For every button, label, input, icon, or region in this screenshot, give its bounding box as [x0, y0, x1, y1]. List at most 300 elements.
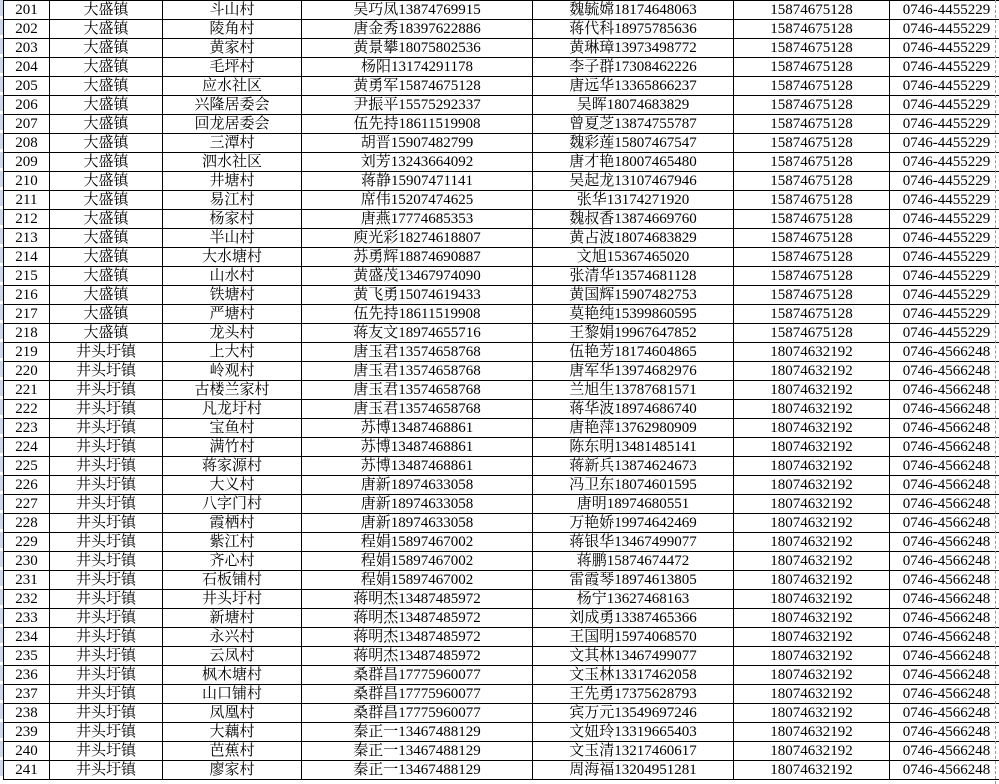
secondary-contact-cell[interactable]: 黄国辉15907482753: [533, 286, 734, 305]
town-cell[interactable]: 井头圩镇: [50, 419, 163, 438]
office-tel-cell[interactable]: 0746-4566248: [890, 438, 999, 457]
row-number-cell[interactable]: 216: [4, 286, 50, 305]
town-cell[interactable]: 大盛镇: [50, 20, 163, 39]
secondary-contact-cell[interactable]: 莫艳纯15399860595: [533, 305, 734, 324]
village-cell[interactable]: 三潭村: [163, 134, 302, 153]
village-cell[interactable]: 宝鱼村: [163, 419, 302, 438]
village-cell[interactable]: 八字门村: [163, 495, 302, 514]
primary-contact-cell[interactable]: 苏博13487468861: [302, 457, 533, 476]
secondary-contact-cell[interactable]: 蒋代科18975785636: [533, 20, 734, 39]
row-number-cell[interactable]: 204: [4, 58, 50, 77]
primary-contact-cell[interactable]: 唐玉君13574658768: [302, 381, 533, 400]
office-tel-cell[interactable]: 0746-4566248: [890, 628, 999, 647]
table-row: [4, 476, 999, 495]
row-number-cell[interactable]: 206: [4, 96, 50, 115]
town-phone-cell[interactable]: 15874675128: [734, 286, 890, 305]
secondary-contact-cell[interactable]: 文妞玲13319665403: [533, 723, 734, 742]
town-phone-cell[interactable]: 15874675128: [734, 305, 890, 324]
secondary-contact-cell[interactable]: 蒋华波18974686740: [533, 400, 734, 419]
town-phone-cell[interactable]: 15874675128: [734, 324, 890, 343]
village-cell[interactable]: 斗山村: [163, 1, 302, 20]
secondary-contact-cell[interactable]: 雷霞琴18974613805: [533, 571, 734, 590]
office-tel-cell[interactable]: 0746-4566248: [890, 514, 999, 533]
office-tel-cell[interactable]: 0746-4566248: [890, 362, 999, 381]
secondary-contact-cell[interactable]: 蒋鹏15874674472: [533, 552, 734, 571]
town-phone-cell[interactable]: 15874675128: [734, 210, 890, 229]
town-phone-cell[interactable]: 18074632192: [734, 381, 890, 400]
village-cell[interactable]: 泗水社区: [163, 153, 302, 172]
table-row: [4, 647, 999, 666]
village-cell[interactable]: 凡龙圩村: [163, 400, 302, 419]
town-phone-cell[interactable]: 15874675128: [734, 115, 890, 134]
office-tel-cell[interactable]: 0746-4455229: [890, 153, 999, 172]
secondary-contact-cell[interactable]: 张华13174271920: [533, 191, 734, 210]
town-phone-cell[interactable]: 18074632192: [734, 666, 890, 685]
town-cell[interactable]: 大盛镇: [50, 248, 163, 267]
primary-contact-cell[interactable]: 桑群昌17775960077: [302, 685, 533, 704]
primary-contact-cell[interactable]: 唐金秀18397622886: [302, 20, 533, 39]
town-cell[interactable]: 大盛镇: [50, 134, 163, 153]
row-number-cell[interactable]: 215: [4, 267, 50, 286]
table-row: [4, 609, 999, 628]
village-cell[interactable]: 大义村: [163, 476, 302, 495]
row-number-cell[interactable]: 203: [4, 39, 50, 58]
primary-contact-cell[interactable]: 胡晋15907482799: [302, 134, 533, 153]
secondary-contact-cell[interactable]: 刘成勇13387465366: [533, 609, 734, 628]
office-tel-cell[interactable]: 0746-4455229: [890, 115, 999, 134]
row-number-cell[interactable]: 221: [4, 381, 50, 400]
secondary-contact-cell[interactable]: 唐明18974680551: [533, 495, 734, 514]
town-phone-cell[interactable]: 18074632192: [734, 552, 890, 571]
town-cell[interactable]: 井头圩镇: [50, 571, 163, 590]
secondary-contact-cell[interactable]: 唐军华13974682976: [533, 362, 734, 381]
table-row: [4, 552, 999, 571]
table-row: [4, 381, 999, 400]
village-cell[interactable]: 龙头村: [163, 324, 302, 343]
primary-contact-cell[interactable]: 桑群昌17775960077: [302, 666, 533, 685]
office-tel-cell[interactable]: 0746-4566248: [890, 590, 999, 609]
primary-contact-cell[interactable]: 黄勇军15874675128: [302, 77, 533, 96]
secondary-contact-cell[interactable]: 王先勇17375628793: [533, 685, 734, 704]
office-tel-cell[interactable]: 0746-4566248: [890, 419, 999, 438]
row-number-cell[interactable]: 202: [4, 20, 50, 39]
office-tel-cell[interactable]: 0746-4566248: [890, 400, 999, 419]
table-row: [4, 77, 999, 96]
town-cell[interactable]: 井头圩镇: [50, 381, 163, 400]
secondary-contact-cell[interactable]: 冯卫东18074601595: [533, 476, 734, 495]
primary-contact-cell[interactable]: 刘芳13243664092: [302, 153, 533, 172]
row-number-cell[interactable]: 220: [4, 362, 50, 381]
office-tel-cell[interactable]: 0746-4566248: [890, 457, 999, 476]
town-cell[interactable]: 井头圩镇: [50, 495, 163, 514]
primary-contact-cell[interactable]: 黄景攀18075802536: [302, 39, 533, 58]
town-phone-cell[interactable]: 15874675128: [734, 20, 890, 39]
secondary-contact-cell[interactable]: 蒋新兵13874624673: [533, 457, 734, 476]
office-tel-cell[interactable]: 0746-4455229: [890, 77, 999, 96]
town-phone-cell[interactable]: 18074632192: [734, 609, 890, 628]
primary-contact-cell[interactable]: 唐玉君13574658768: [302, 343, 533, 362]
town-phone-cell[interactable]: 18074632192: [734, 514, 890, 533]
town-phone-cell[interactable]: 18074632192: [734, 761, 890, 780]
secondary-contact-cell[interactable]: 文玉清13217460617: [533, 742, 734, 761]
primary-contact-cell[interactable]: 苏博13487468861: [302, 419, 533, 438]
table-row: [4, 286, 999, 305]
town-cell[interactable]: 大盛镇: [50, 115, 163, 134]
office-tel-cell[interactable]: 0746-4566248: [890, 647, 999, 666]
secondary-contact-cell[interactable]: 文旭15367465020: [533, 248, 734, 267]
town-phone-cell[interactable]: 15874675128: [734, 172, 890, 191]
town-cell[interactable]: 井头圩镇: [50, 742, 163, 761]
town-cell[interactable]: 大盛镇: [50, 96, 163, 115]
primary-contact-cell[interactable]: 唐新18974633058: [302, 495, 533, 514]
village-cell[interactable]: 凤凰村: [163, 704, 302, 723]
village-cell[interactable]: 古楼兰家村: [163, 381, 302, 400]
town-cell[interactable]: 大盛镇: [50, 267, 163, 286]
town-phone-cell[interactable]: 18074632192: [734, 685, 890, 704]
primary-contact-cell[interactable]: 程娟15897467002: [302, 533, 533, 552]
primary-contact-cell[interactable]: 唐玉君13574658768: [302, 400, 533, 419]
village-cell[interactable]: 廖家村: [163, 761, 302, 780]
secondary-contact-cell[interactable]: 吴晖18074683829: [533, 96, 734, 115]
village-cell[interactable]: 陵角村: [163, 20, 302, 39]
office-tel-cell[interactable]: 0746-4455229: [890, 248, 999, 267]
village-cell[interactable]: 大藕村: [163, 723, 302, 742]
row-number-cell[interactable]: 207: [4, 115, 50, 134]
secondary-contact-cell[interactable]: 陈东明13481485141: [533, 438, 734, 457]
primary-contact-cell[interactable]: 秦正一13467488129: [302, 761, 533, 780]
town-phone-cell[interactable]: 15874675128: [734, 134, 890, 153]
table-body: [4, 1, 999, 780]
town-phone-cell[interactable]: 15874675128: [734, 229, 890, 248]
town-phone-cell[interactable]: 15874675128: [734, 96, 890, 115]
row-number-cell[interactable]: 208: [4, 134, 50, 153]
secondary-contact-cell[interactable]: 魏叔香13874669760: [533, 210, 734, 229]
row-number-cell[interactable]: 219: [4, 343, 50, 362]
town-phone-cell[interactable]: 15874675128: [734, 248, 890, 267]
secondary-contact-cell[interactable]: 黄占波18074683829: [533, 229, 734, 248]
town-phone-cell[interactable]: 18074632192: [734, 457, 890, 476]
secondary-contact-cell[interactable]: 唐艳萍13762980909: [533, 419, 734, 438]
town-phone-cell[interactable]: 18074632192: [734, 628, 890, 647]
primary-contact-cell[interactable]: 黄盛茂13467974090: [302, 267, 533, 286]
town-cell[interactable]: 大盛镇: [50, 229, 163, 248]
office-tel-cell[interactable]: 0746-4455229: [890, 286, 999, 305]
row-number-cell[interactable]: 211: [4, 191, 50, 210]
row-number-cell[interactable]: 227: [4, 495, 50, 514]
village-cell[interactable]: 严塘村: [163, 305, 302, 324]
primary-contact-cell[interactable]: 秦正一13467488129: [302, 742, 533, 761]
town-cell[interactable]: 大盛镇: [50, 191, 163, 210]
primary-contact-cell[interactable]: 蒋明杰13487485972: [302, 609, 533, 628]
town-cell[interactable]: 井头圩镇: [50, 514, 163, 533]
row-number-cell[interactable]: 228: [4, 514, 50, 533]
village-cell[interactable]: 大水塘村: [163, 248, 302, 267]
town-cell[interactable]: 大盛镇: [50, 210, 163, 229]
village-cell[interactable]: 石板铺村: [163, 571, 302, 590]
office-tel-cell[interactable]: 0746-4455229: [890, 39, 999, 58]
secondary-contact-cell[interactable]: 杨宁13627468163: [533, 590, 734, 609]
row-number-cell[interactable]: 224: [4, 438, 50, 457]
row-number-cell[interactable]: 210: [4, 172, 50, 191]
primary-contact-cell[interactable]: 黄飞勇15074619433: [302, 286, 533, 305]
town-phone-cell[interactable]: 18074632192: [734, 343, 890, 362]
primary-contact-cell[interactable]: 唐新18974633058: [302, 476, 533, 495]
town-cell[interactable]: 大盛镇: [50, 77, 163, 96]
town-cell[interactable]: 井头圩镇: [50, 666, 163, 685]
town-cell[interactable]: 井头圩镇: [50, 533, 163, 552]
town-phone-cell[interactable]: 15874675128: [734, 39, 890, 58]
secondary-contact-cell[interactable]: 魏毓嫦18174648063: [533, 1, 734, 20]
town-phone-cell[interactable]: 18074632192: [734, 495, 890, 514]
secondary-contact-cell[interactable]: 伍艳芳18174604865: [533, 343, 734, 362]
office-tel-cell[interactable]: 0746-4455229: [890, 20, 999, 39]
table-row: [4, 172, 999, 191]
town-phone-cell[interactable]: 18074632192: [734, 476, 890, 495]
office-tel-cell[interactable]: 0746-4455229: [890, 134, 999, 153]
office-tel-cell[interactable]: 0746-4455229: [890, 58, 999, 77]
town-phone-cell[interactable]: 18074632192: [734, 362, 890, 381]
office-tel-cell[interactable]: 0746-4566248: [890, 723, 999, 742]
village-cell[interactable]: 枫木塘村: [163, 666, 302, 685]
village-cell[interactable]: 山水村: [163, 267, 302, 286]
primary-contact-cell[interactable]: 蒋静15907471141: [302, 172, 533, 191]
office-tel-cell[interactable]: 0746-4455229: [890, 1, 999, 20]
office-tel-cell[interactable]: 0746-4455229: [890, 267, 999, 286]
village-cell[interactable]: 霞栖村: [163, 514, 302, 533]
secondary-contact-cell[interactable]: 兰旭生13787681571: [533, 381, 734, 400]
primary-contact-cell[interactable]: 秦正一13467488129: [302, 723, 533, 742]
village-cell[interactable]: 杨家村: [163, 210, 302, 229]
village-cell[interactable]: 半山村: [163, 229, 302, 248]
village-cell[interactable]: 永兴村: [163, 628, 302, 647]
office-tel-cell[interactable]: 0746-4566248: [890, 685, 999, 704]
secondary-contact-cell[interactable]: 文玉林13317462058: [533, 666, 734, 685]
secondary-contact-cell[interactable]: 蒋银华13467499077: [533, 533, 734, 552]
town-cell[interactable]: 井头圩镇: [50, 590, 163, 609]
town-phone-cell[interactable]: 18074632192: [734, 533, 890, 552]
row-number-cell[interactable]: 213: [4, 229, 50, 248]
town-cell[interactable]: 井头圩镇: [50, 761, 163, 780]
table-row: [4, 96, 999, 115]
secondary-contact-cell[interactable]: 万艳娇19974642469: [533, 514, 734, 533]
village-cell[interactable]: 岭观村: [163, 362, 302, 381]
town-cell[interactable]: 大盛镇: [50, 153, 163, 172]
village-cell[interactable]: 易江村: [163, 191, 302, 210]
office-tel-cell[interactable]: 0746-4455229: [890, 210, 999, 229]
town-cell[interactable]: 大盛镇: [50, 58, 163, 77]
town-cell[interactable]: 井头圩镇: [50, 704, 163, 723]
town-cell[interactable]: 大盛镇: [50, 286, 163, 305]
secondary-contact-cell[interactable]: 黄琳璋13973498772: [533, 39, 734, 58]
village-cell[interactable]: 铁塘村: [163, 286, 302, 305]
primary-contact-cell[interactable]: 唐新18974633058: [302, 514, 533, 533]
secondary-contact-cell[interactable]: 王黎娟19967647852: [533, 324, 734, 343]
office-tel-cell[interactable]: 0746-4566248: [890, 381, 999, 400]
secondary-contact-cell[interactable]: 张清华13574681128: [533, 267, 734, 286]
town-phone-cell[interactable]: 15874675128: [734, 153, 890, 172]
primary-contact-cell[interactable]: 蒋明杰13487485972: [302, 590, 533, 609]
primary-contact-cell[interactable]: 尹振平15575292337: [302, 96, 533, 115]
village-cell[interactable]: 毛坪村: [163, 58, 302, 77]
town-phone-cell[interactable]: 18074632192: [734, 742, 890, 761]
village-cell[interactable]: 回龙居委会: [163, 115, 302, 134]
office-tel-cell[interactable]: 0746-4566248: [890, 666, 999, 685]
village-cell[interactable]: 齐心村: [163, 552, 302, 571]
row-number-cell[interactable]: 240: [4, 742, 50, 761]
town-phone-cell[interactable]: 15874675128: [734, 267, 890, 286]
primary-contact-cell[interactable]: 唐玉君13574658768: [302, 362, 533, 381]
table-row: [4, 742, 999, 761]
primary-contact-cell[interactable]: 伍先持18611519908: [302, 115, 533, 134]
town-phone-cell[interactable]: 18074632192: [734, 647, 890, 666]
row-number-cell[interactable]: 205: [4, 77, 50, 96]
office-tel-cell[interactable]: 0746-4566248: [890, 495, 999, 514]
row-number-cell[interactable]: 232: [4, 590, 50, 609]
office-tel-cell[interactable]: 0746-4455229: [890, 172, 999, 191]
row-number-cell[interactable]: 238: [4, 704, 50, 723]
office-tel-cell[interactable]: 0746-4455229: [890, 229, 999, 248]
primary-contact-cell[interactable]: 蒋明杰13487485972: [302, 628, 533, 647]
town-phone-cell[interactable]: 18074632192: [734, 438, 890, 457]
town-phone-cell[interactable]: 18074632192: [734, 704, 890, 723]
secondary-contact-cell[interactable]: 曾夏芝13874755787: [533, 115, 734, 134]
village-cell[interactable]: 蒋家源村: [163, 457, 302, 476]
town-phone-cell[interactable]: 15874675128: [734, 191, 890, 210]
primary-contact-cell[interactable]: 桑群昌17775960077: [302, 704, 533, 723]
row-number-cell[interactable]: 201: [4, 1, 50, 20]
office-tel-cell[interactable]: 0746-4455229: [890, 191, 999, 210]
village-cell[interactable]: 紫江村: [163, 533, 302, 552]
row-number-cell[interactable]: 217: [4, 305, 50, 324]
office-tel-cell[interactable]: 0746-4566248: [890, 609, 999, 628]
primary-contact-cell[interactable]: 席伟15207474625: [302, 191, 533, 210]
row-number-cell[interactable]: 233: [4, 609, 50, 628]
village-cell[interactable]: 井塘村: [163, 172, 302, 191]
row-number-cell[interactable]: 230: [4, 552, 50, 571]
town-cell[interactable]: 井头圩镇: [50, 400, 163, 419]
town-cell[interactable]: 井头圩镇: [50, 476, 163, 495]
primary-contact-cell[interactable]: 吴巧凤13874769915: [302, 1, 533, 20]
secondary-contact-cell[interactable]: 李子群17308462226: [533, 58, 734, 77]
primary-contact-cell[interactable]: 苏勇辉18874690887: [302, 248, 533, 267]
town-cell[interactable]: 井头圩镇: [50, 628, 163, 647]
row-number-cell[interactable]: 241: [4, 761, 50, 780]
row-number-cell[interactable]: 239: [4, 723, 50, 742]
office-tel-cell[interactable]: 0746-4566248: [890, 742, 999, 761]
village-cell[interactable]: 兴隆居委会: [163, 96, 302, 115]
primary-contact-cell[interactable]: 蒋友文18974655716: [302, 324, 533, 343]
village-cell[interactable]: 满竹村: [163, 438, 302, 457]
primary-contact-cell[interactable]: 蒋明杰13487485972: [302, 647, 533, 666]
office-tel-cell[interactable]: 0746-4566248: [890, 343, 999, 362]
village-cell[interactable]: 山口铺村: [163, 685, 302, 704]
office-tel-cell[interactable]: 0746-4455229: [890, 96, 999, 115]
secondary-contact-cell[interactable]: 王国明15974068570: [533, 628, 734, 647]
town-cell[interactable]: 井头圩镇: [50, 647, 163, 666]
town-cell[interactable]: 大盛镇: [50, 1, 163, 20]
town-phone-cell[interactable]: 15874675128: [734, 58, 890, 77]
town-cell[interactable]: 井头圩镇: [50, 685, 163, 704]
town-cell[interactable]: 井头圩镇: [50, 723, 163, 742]
town-phone-cell[interactable]: 18074632192: [734, 723, 890, 742]
primary-contact-cell[interactable]: 唐燕17774685353: [302, 210, 533, 229]
town-cell[interactable]: 大盛镇: [50, 305, 163, 324]
town-phone-cell[interactable]: 18074632192: [734, 590, 890, 609]
town-cell[interactable]: 井头圩镇: [50, 438, 163, 457]
town-phone-cell[interactable]: 18074632192: [734, 419, 890, 438]
row-number-cell[interactable]: 235: [4, 647, 50, 666]
town-cell[interactable]: 井头圩镇: [50, 457, 163, 476]
office-tel-cell[interactable]: 0746-4566248: [890, 476, 999, 495]
secondary-contact-cell[interactable]: 吴起龙13107467946: [533, 172, 734, 191]
town-phone-cell[interactable]: 18074632192: [734, 571, 890, 590]
village-cell[interactable]: 芭蕉村: [163, 742, 302, 761]
office-tel-cell[interactable]: 0746-4455229: [890, 324, 999, 343]
village-cell[interactable]: 应水社区: [163, 77, 302, 96]
row-number-cell[interactable]: 214: [4, 248, 50, 267]
primary-contact-cell[interactable]: 苏博13487468861: [302, 438, 533, 457]
office-tel-cell[interactable]: 0746-4566248: [890, 571, 999, 590]
village-cell[interactable]: 云凤村: [163, 647, 302, 666]
row-number-cell[interactable]: 218: [4, 324, 50, 343]
primary-contact-cell[interactable]: 程娟15897467002: [302, 552, 533, 571]
primary-contact-cell[interactable]: 伍先持18611519908: [302, 305, 533, 324]
row-number-cell[interactable]: 222: [4, 400, 50, 419]
office-tel-cell[interactable]: 0746-4566248: [890, 533, 999, 552]
secondary-contact-cell[interactable]: 宾万元13549697246: [533, 704, 734, 723]
town-cell[interactable]: 大盛镇: [50, 39, 163, 58]
row-number-cell[interactable]: 209: [4, 153, 50, 172]
secondary-contact-cell[interactable]: 唐远华13365866237: [533, 77, 734, 96]
secondary-contact-cell[interactable]: 唐才艳18007465480: [533, 153, 734, 172]
primary-contact-cell[interactable]: 杨阳13174291178: [302, 58, 533, 77]
table-row: [4, 571, 999, 590]
row-number-cell[interactable]: 225: [4, 457, 50, 476]
town-cell[interactable]: 井头圩镇: [50, 343, 163, 362]
village-cell[interactable]: 新塘村: [163, 609, 302, 628]
secondary-contact-cell[interactable]: 文其林13467499077: [533, 647, 734, 666]
primary-contact-cell[interactable]: 程娟15897467002: [302, 571, 533, 590]
office-tel-cell[interactable]: 0746-4566248: [890, 552, 999, 571]
village-cell[interactable]: 上大村: [163, 343, 302, 362]
office-tel-cell[interactable]: 0746-4566248: [890, 704, 999, 723]
town-phone-cell[interactable]: 15874675128: [734, 77, 890, 96]
office-tel-cell[interactable]: 0746-4455229: [890, 305, 999, 324]
town-cell[interactable]: 大盛镇: [50, 172, 163, 191]
secondary-contact-cell[interactable]: 周海福13204951281: [533, 761, 734, 780]
table-row: [4, 343, 999, 362]
row-number-cell[interactable]: 212: [4, 210, 50, 229]
row-number-cell[interactable]: 231: [4, 571, 50, 590]
office-tel-cell[interactable]: 0746-4566248: [890, 761, 999, 780]
row-number-cell[interactable]: 229: [4, 533, 50, 552]
secondary-contact-cell[interactable]: 魏彩莲15807467547: [533, 134, 734, 153]
town-phone-cell[interactable]: 18074632192: [734, 400, 890, 419]
row-number-cell[interactable]: 237: [4, 685, 50, 704]
village-cell[interactable]: 井头圩村: [163, 590, 302, 609]
row-number-cell[interactable]: 236: [4, 666, 50, 685]
village-cell[interactable]: 黄家村: [163, 39, 302, 58]
town-cell[interactable]: 井头圩镇: [50, 362, 163, 381]
row-number-cell[interactable]: 234: [4, 628, 50, 647]
town-cell[interactable]: 井头圩镇: [50, 609, 163, 628]
row-number-cell[interactable]: 223: [4, 419, 50, 438]
row-number-cell[interactable]: 226: [4, 476, 50, 495]
town-phone-cell[interactable]: 15874675128: [734, 1, 890, 20]
primary-contact-cell[interactable]: 庾光彩18274618807: [302, 229, 533, 248]
town-cell[interactable]: 大盛镇: [50, 324, 163, 343]
town-cell[interactable]: 井头圩镇: [50, 552, 163, 571]
